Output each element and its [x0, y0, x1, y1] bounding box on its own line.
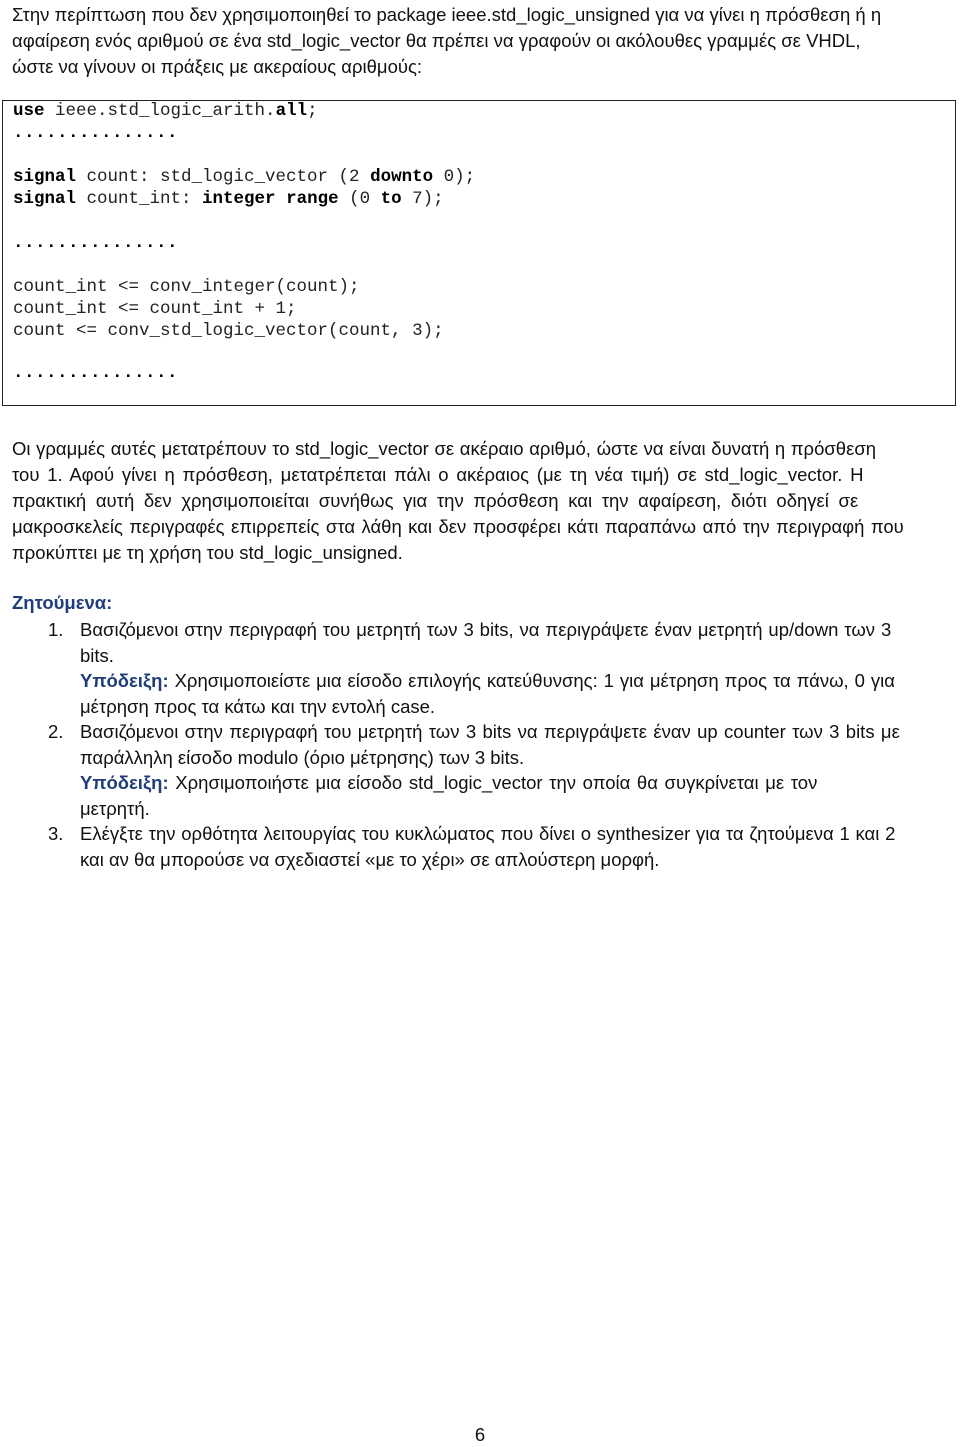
code-ellipsis: ...............	[13, 363, 179, 383]
paragraph-line: πρακτική αυτή δεν χρησιμοποιείται συνήθως για την πρόσθεση και την αφαίρεση, διότι οδηγεί σε	[12, 490, 859, 511]
hint-text: Χρησιμοποιείστε μια είσοδο επιλογής κατεύθυνσης: 1 για μέτρηση προς τα πάνω, 0 για	[168, 670, 895, 691]
list-item	[12, 719, 952, 821]
keyword: signal	[13, 189, 77, 209]
keyword: to	[380, 189, 402, 209]
code-text: (0	[338, 189, 381, 209]
intro-line: Στην περίπτωση που δεν χρησιμοποιηθεί το package ieee.std_logic_unsigned για να γίνει η πρόσθεση ή η	[12, 4, 882, 25]
code-line: count_int <= conv_integer(count);	[13, 277, 360, 297]
code-line-use	[13, 101, 318, 121]
hint-text: μετρητή.	[80, 797, 150, 819]
paragraph-line: μακροσκελείς περιγραφές επιρρεπείς στα λάθη και δεν προσφέρει κάτι παραπάνω από την περιγραφή που	[12, 516, 904, 537]
item-text: bits.	[80, 644, 114, 666]
code-line: count <= conv_std_logic_vector(count, 3);	[13, 321, 444, 341]
code-text: 7);	[401, 189, 444, 209]
requirements-list	[12, 617, 952, 872]
intro-line: αφαίρεση ενός αριθμού σε ένα std_logic_vector θα πρέπει να γραφούν οι ακόλουθες γραμμές σε VHDL,	[12, 30, 861, 51]
code-line: count_int <= count_int + 1;	[13, 299, 297, 319]
keyword: downto	[370, 167, 434, 187]
code-text: count: std_logic_vector (2	[76, 167, 371, 187]
code-box	[2, 100, 956, 406]
code-line-signal-count-int	[13, 189, 444, 209]
paragraph-line: προκύπτει με τη χρήση του std_logic_unsigned.	[12, 542, 403, 563]
item-text: Ελέγξτε την ορθότητα λειτουργίας του κυκλώματος που δίνει ο synthesizer για τα ζητούμενα 1 και 2	[80, 823, 896, 844]
paragraph-line: Οι γραμμές αυτές μετατρέπουν το std_logic_vector σε ακέραιο αριθμό, ώστε να είναι δυνατή η πρόσθεση	[12, 438, 877, 459]
item-text: και αν θα μπορούσε να σχεδιαστεί «με το χέρι» σε απλούστερη μορφή.	[80, 848, 660, 870]
paragraph-line: του 1. Αφού γίνει η πρόσθεση, μετατρέπεται πάλι ο ακέραιος (με τη νέα τιμή) σε std_logic_vector. Η	[12, 464, 864, 485]
item-number: 2.	[48, 721, 64, 742]
code-text: count_int:	[76, 189, 203, 209]
requirements-heading: Ζητούμενα:	[12, 592, 113, 613]
hint-label: Υπόδειξη:	[80, 772, 169, 793]
code-ellipsis: ...............	[13, 233, 179, 253]
keyword: range	[286, 189, 339, 209]
intro-line: ώστε να γίνουν οι πράξεις με ακεραίους αριθμούς:	[12, 56, 423, 77]
item-text: Βασιζόμενοι στην περιγραφή του μετρητή των 3 bits, να περιγράψετε έναν μετρητή up/down των 3	[80, 619, 892, 640]
code-text: ieee.std_logic_arith.	[44, 101, 276, 121]
item-text: Βασιζόμενοι στην περιγραφή του μετρητή των 3 bits να περιγράψετε έναν up counter των 3 bits με	[80, 721, 900, 742]
keyword: all	[275, 101, 308, 121]
keyword: use	[13, 101, 45, 121]
item-number: 1.	[48, 619, 64, 640]
intro-paragraph	[12, 2, 952, 80]
list-item	[12, 617, 952, 719]
item-number: 3.	[48, 823, 64, 844]
keyword: signal	[13, 167, 77, 187]
code-line-signal-count	[13, 167, 475, 187]
explanation-paragraph	[12, 436, 952, 566]
item-hint	[80, 668, 952, 694]
hint-text: μέτρηση προς τα κάτω και την εντολή case.	[80, 695, 436, 717]
list-item	[12, 821, 952, 872]
code-ellipsis: ...............	[13, 123, 179, 143]
code-text: ;	[307, 101, 318, 121]
hint-label: Υπόδειξη:	[80, 670, 169, 691]
item-hint	[80, 770, 952, 796]
hint-text: Χρησιμοποιήστε μια είσοδο std_logic_vector την οποία θα συγκρίνεται με τον	[168, 772, 818, 793]
code-text	[276, 189, 287, 209]
page-number: 6	[474, 1424, 486, 1445]
code-text: 0);	[433, 167, 476, 187]
keyword: integer	[202, 189, 276, 209]
item-text: παράλληλη είσοδο modulo (όριο μέτρησης) των 3 bits.	[80, 746, 525, 768]
